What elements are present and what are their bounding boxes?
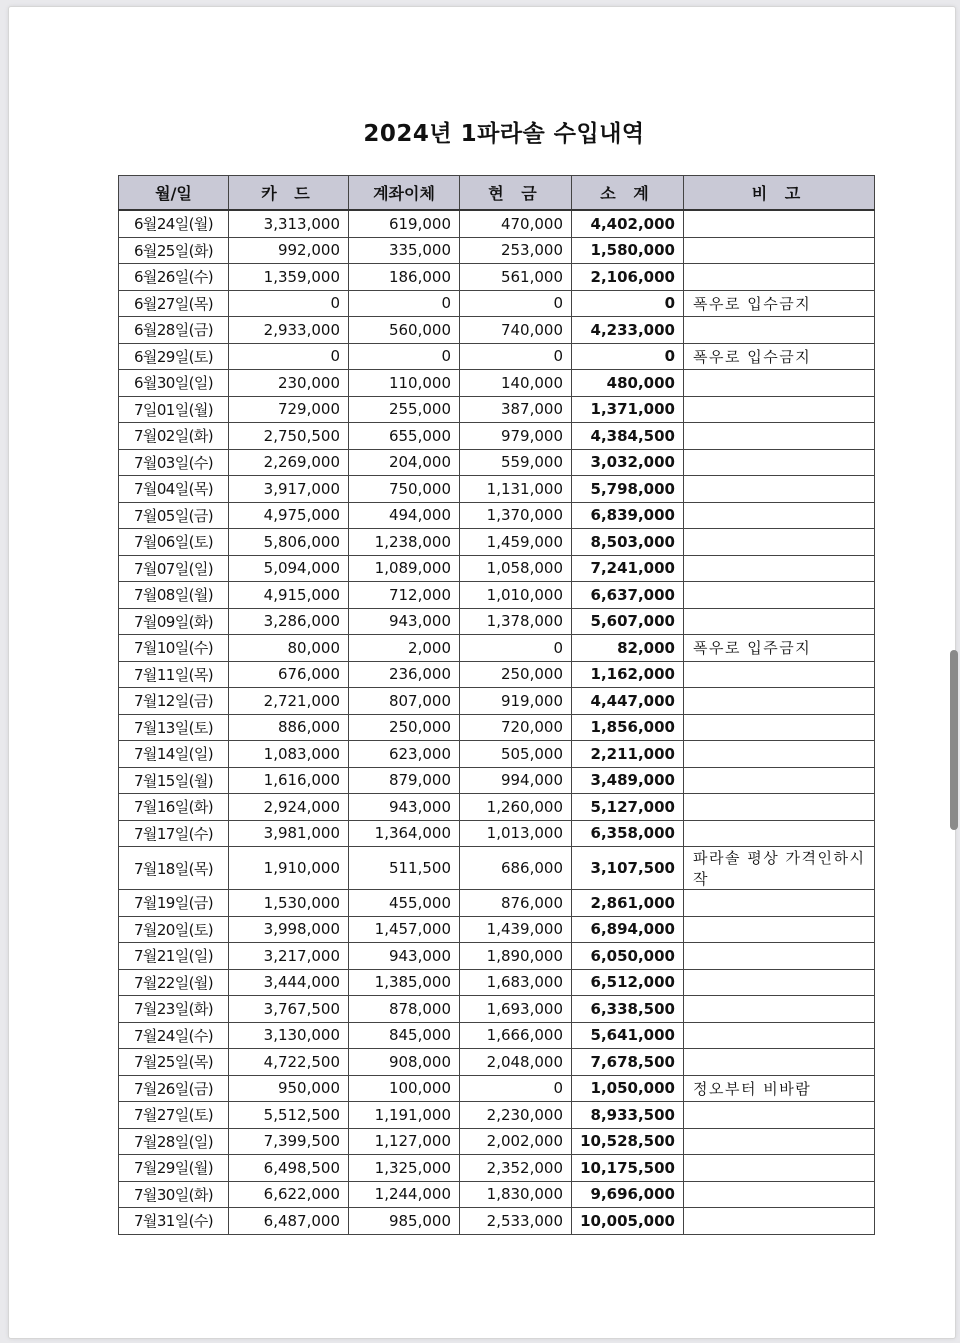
cell-card: 3,130,000 (229, 1022, 349, 1049)
cell-cash: 919,000 (460, 688, 572, 715)
cell-cash: 387,000 (460, 396, 572, 423)
cell-transfer: 943,000 (349, 608, 460, 635)
cell-transfer: 619,000 (349, 210, 460, 237)
cell-card: 2,721,000 (229, 688, 349, 715)
cell-date: 7월27일(토) (119, 1102, 229, 1129)
cell-card: 992,000 (229, 237, 349, 264)
cell-card: 1,083,000 (229, 741, 349, 768)
cell-cash: 0 (460, 343, 572, 370)
cell-cash: 1,260,000 (460, 794, 572, 821)
document-title: 2024년 1파라솔 수입내역 (363, 121, 645, 147)
cell-note (684, 1102, 875, 1129)
table-row (119, 343, 875, 370)
cell-transfer: 100,000 (349, 1075, 460, 1102)
cell-cash: 876,000 (460, 890, 572, 917)
income-table (118, 175, 875, 1235)
cell-subtotal: 3,107,500 (572, 847, 684, 890)
table-row (119, 396, 875, 423)
cell-cash: 253,000 (460, 237, 572, 264)
cell-transfer: 1,191,000 (349, 1102, 460, 1129)
cell-subtotal: 8,933,500 (572, 1102, 684, 1129)
table-row (119, 423, 875, 450)
cell-cash: 1,683,000 (460, 969, 572, 996)
cell-transfer: 1,089,000 (349, 555, 460, 582)
cell-date: 6월29일(토) (119, 343, 229, 370)
table-row (119, 290, 875, 317)
cell-cash: 1,459,000 (460, 529, 572, 556)
cell-note: 폭우로 입수금지 (684, 290, 875, 317)
cell-date: 7월10일(수) (119, 635, 229, 662)
cell-card: 3,767,500 (229, 996, 349, 1023)
table-row (119, 969, 875, 996)
cell-subtotal: 3,032,000 (572, 449, 684, 476)
cell-note: 폭우로 입수금지 (684, 343, 875, 370)
cell-date: 7월05일(금) (119, 502, 229, 529)
cell-card: 3,917,000 (229, 476, 349, 503)
table-row (119, 582, 875, 609)
cell-transfer: 985,000 (349, 1208, 460, 1235)
cell-note (684, 794, 875, 821)
cell-transfer: 1,325,000 (349, 1155, 460, 1182)
cell-subtotal: 7,241,000 (572, 555, 684, 582)
cell-date: 7월02일(화) (119, 423, 229, 450)
table-row (119, 741, 875, 768)
table-row (119, 555, 875, 582)
cell-note (684, 890, 875, 917)
cell-cash: 1,890,000 (460, 943, 572, 970)
cell-transfer: 943,000 (349, 794, 460, 821)
header-note: 비 고 (684, 176, 875, 211)
cell-subtotal: 6,358,000 (572, 820, 684, 847)
cell-date: 7월13일(토) (119, 714, 229, 741)
cell-date: 7월16일(화) (119, 794, 229, 821)
table-row (119, 916, 875, 943)
cell-date: 7월30일(화) (119, 1181, 229, 1208)
cell-card: 3,444,000 (229, 969, 349, 996)
cell-transfer: 204,000 (349, 449, 460, 476)
cell-note (684, 529, 875, 556)
header-date: 월/일 (119, 176, 229, 211)
table-row (119, 237, 875, 264)
cell-note (684, 1049, 875, 1076)
cell-note (684, 502, 875, 529)
table-row (119, 1102, 875, 1129)
cell-cash: 561,000 (460, 264, 572, 291)
table-row (119, 820, 875, 847)
cell-date: 6월30일(일) (119, 370, 229, 397)
cell-note (684, 969, 875, 996)
cell-transfer: 655,000 (349, 423, 460, 450)
cell-cash: 1,013,000 (460, 820, 572, 847)
cell-date: 7월03일(수) (119, 449, 229, 476)
table-row (119, 317, 875, 344)
cell-card: 6,498,500 (229, 1155, 349, 1182)
cell-card: 6,487,000 (229, 1208, 349, 1235)
cell-card: 1,530,000 (229, 890, 349, 917)
cell-cash: 0 (460, 290, 572, 317)
cell-card: 886,000 (229, 714, 349, 741)
table-row (119, 1181, 875, 1208)
cell-note (684, 1181, 875, 1208)
cell-note (684, 688, 875, 715)
document-page (8, 6, 956, 1339)
cell-card: 1,359,000 (229, 264, 349, 291)
table-row (119, 529, 875, 556)
cell-note (684, 1022, 875, 1049)
cell-subtotal: 6,050,000 (572, 943, 684, 970)
cell-card: 2,924,000 (229, 794, 349, 821)
cell-subtotal: 6,839,000 (572, 502, 684, 529)
cell-cash: 1,666,000 (460, 1022, 572, 1049)
cell-card: 7,399,500 (229, 1128, 349, 1155)
table-row (119, 661, 875, 688)
scrollbar[interactable] (950, 650, 958, 830)
cell-note (684, 423, 875, 450)
table-row (119, 767, 875, 794)
cell-note (684, 476, 875, 503)
cell-subtotal: 3,489,000 (572, 767, 684, 794)
table-header-row (119, 176, 875, 211)
cell-card: 3,313,000 (229, 210, 349, 237)
cell-cash: 1,693,000 (460, 996, 572, 1023)
cell-card: 5,806,000 (229, 529, 349, 556)
cell-subtotal: 7,678,500 (572, 1049, 684, 1076)
cell-cash: 1,010,000 (460, 582, 572, 609)
cell-card: 4,722,500 (229, 1049, 349, 1076)
cell-subtotal: 6,637,000 (572, 582, 684, 609)
cell-card: 729,000 (229, 396, 349, 423)
cell-transfer: 1,244,000 (349, 1181, 460, 1208)
cell-note (684, 237, 875, 264)
cell-subtotal: 1,050,000 (572, 1075, 684, 1102)
cell-transfer: 908,000 (349, 1049, 460, 1076)
cell-date: 7월04일(목) (119, 476, 229, 503)
cell-note (684, 1208, 875, 1235)
cell-transfer: 1,385,000 (349, 969, 460, 996)
cell-transfer: 511,500 (349, 847, 460, 890)
cell-transfer: 879,000 (349, 767, 460, 794)
cell-transfer: 0 (349, 290, 460, 317)
cell-date: 7월24일(수) (119, 1022, 229, 1049)
cell-transfer: 712,000 (349, 582, 460, 609)
cell-note: 폭우로 입주금지 (684, 635, 875, 662)
cell-cash: 140,000 (460, 370, 572, 397)
cell-transfer: 1,238,000 (349, 529, 460, 556)
table-row (119, 943, 875, 970)
cell-subtotal: 82,000 (572, 635, 684, 662)
cell-subtotal: 0 (572, 290, 684, 317)
table-row (119, 1208, 875, 1235)
cell-date: 7일01일(월) (119, 396, 229, 423)
header-cash: 현 금 (460, 176, 572, 211)
cell-note (684, 396, 875, 423)
cell-cash: 2,230,000 (460, 1102, 572, 1129)
cell-note (684, 996, 875, 1023)
cell-subtotal: 8,503,000 (572, 529, 684, 556)
cell-subtotal: 10,175,500 (572, 1155, 684, 1182)
cell-subtotal: 5,607,000 (572, 608, 684, 635)
cell-date: 7월12일(금) (119, 688, 229, 715)
cell-cash: 1,370,000 (460, 502, 572, 529)
cell-subtotal: 2,106,000 (572, 264, 684, 291)
cell-date: 7월29일(월) (119, 1155, 229, 1182)
cell-date: 7월14일(일) (119, 741, 229, 768)
cell-note (684, 210, 875, 237)
cell-cash: 1,378,000 (460, 608, 572, 635)
cell-note (684, 449, 875, 476)
cell-cash: 1,439,000 (460, 916, 572, 943)
cell-subtotal: 1,162,000 (572, 661, 684, 688)
cell-subtotal: 2,861,000 (572, 890, 684, 917)
cell-subtotal: 10,005,000 (572, 1208, 684, 1235)
cell-note (684, 582, 875, 609)
table-row (119, 635, 875, 662)
cell-subtotal: 1,371,000 (572, 396, 684, 423)
cell-transfer: 560,000 (349, 317, 460, 344)
table-row (119, 996, 875, 1023)
table-row (119, 794, 875, 821)
cell-note (684, 820, 875, 847)
cell-subtotal: 6,512,000 (572, 969, 684, 996)
cell-transfer: 110,000 (349, 370, 460, 397)
cell-cash: 1,131,000 (460, 476, 572, 503)
table-row (119, 688, 875, 715)
cell-card: 2,750,500 (229, 423, 349, 450)
cell-date: 6월24일(월) (119, 210, 229, 237)
cell-date: 7월26일(금) (119, 1075, 229, 1102)
cell-note (684, 317, 875, 344)
cell-card: 5,094,000 (229, 555, 349, 582)
cell-cash: 470,000 (460, 210, 572, 237)
table-row (119, 608, 875, 635)
cell-subtotal: 4,447,000 (572, 688, 684, 715)
cell-cash: 1,058,000 (460, 555, 572, 582)
cell-card: 230,000 (229, 370, 349, 397)
cell-card: 0 (229, 290, 349, 317)
table-row (119, 476, 875, 503)
table-row (119, 502, 875, 529)
cell-date: 6월26일(수) (119, 264, 229, 291)
cell-transfer: 1,127,000 (349, 1128, 460, 1155)
cell-subtotal: 9,696,000 (572, 1181, 684, 1208)
cell-note (684, 264, 875, 291)
cell-card: 1,910,000 (229, 847, 349, 890)
cell-cash: 2,002,000 (460, 1128, 572, 1155)
cell-transfer: 2,000 (349, 635, 460, 662)
cell-cash: 979,000 (460, 423, 572, 450)
cell-note (684, 608, 875, 635)
cell-date: 7월20일(토) (119, 916, 229, 943)
header-subtotal: 소 계 (572, 176, 684, 211)
cell-subtotal: 4,384,500 (572, 423, 684, 450)
cell-date: 7월08일(월) (119, 582, 229, 609)
cell-transfer: 750,000 (349, 476, 460, 503)
cell-cash: 0 (460, 635, 572, 662)
cell-card: 2,269,000 (229, 449, 349, 476)
cell-date: 7월07일(일) (119, 555, 229, 582)
cell-date: 7월17일(수) (119, 820, 229, 847)
cell-card: 80,000 (229, 635, 349, 662)
cell-transfer: 845,000 (349, 1022, 460, 1049)
cell-note (684, 916, 875, 943)
cell-card: 4,975,000 (229, 502, 349, 529)
cell-date: 7월18일(목) (119, 847, 229, 890)
cell-card: 3,981,000 (229, 820, 349, 847)
cell-date: 7월21일(일) (119, 943, 229, 970)
cell-subtotal: 6,894,000 (572, 916, 684, 943)
cell-card: 3,998,000 (229, 916, 349, 943)
table-row (119, 449, 875, 476)
cell-date: 7월25일(목) (119, 1049, 229, 1076)
cell-note (684, 661, 875, 688)
cell-cash: 505,000 (460, 741, 572, 768)
cell-subtotal: 5,127,000 (572, 794, 684, 821)
cell-transfer: 455,000 (349, 890, 460, 917)
cell-cash: 250,000 (460, 661, 572, 688)
cell-note (684, 370, 875, 397)
table-row (119, 1155, 875, 1182)
cell-note (684, 741, 875, 768)
cell-subtotal: 10,528,500 (572, 1128, 684, 1155)
table-row (119, 264, 875, 291)
cell-date: 7월19일(금) (119, 890, 229, 917)
cell-transfer: 623,000 (349, 741, 460, 768)
cell-card: 0 (229, 343, 349, 370)
cell-cash: 2,533,000 (460, 1208, 572, 1235)
cell-subtotal: 5,798,000 (572, 476, 684, 503)
cell-note (684, 714, 875, 741)
cell-date: 6월25일(화) (119, 237, 229, 264)
cell-date: 7월09일(화) (119, 608, 229, 635)
cell-note: 파라솔 평상 가격인하시작 (684, 847, 875, 890)
cell-subtotal: 1,580,000 (572, 237, 684, 264)
table-body (119, 210, 875, 1234)
cell-subtotal: 480,000 (572, 370, 684, 397)
cell-date: 7월11일(목) (119, 661, 229, 688)
cell-date: 7월22일(월) (119, 969, 229, 996)
cell-card: 2,933,000 (229, 317, 349, 344)
cell-date: 6월27일(목) (119, 290, 229, 317)
cell-transfer: 807,000 (349, 688, 460, 715)
cell-date: 7월28일(일) (119, 1128, 229, 1155)
cell-transfer: 255,000 (349, 396, 460, 423)
table-row (119, 847, 875, 890)
cell-date: 7월31일(수) (119, 1208, 229, 1235)
cell-cash: 1,830,000 (460, 1181, 572, 1208)
table-row (119, 210, 875, 237)
cell-transfer: 494,000 (349, 502, 460, 529)
cell-card: 676,000 (229, 661, 349, 688)
table-row (119, 714, 875, 741)
cell-subtotal: 0 (572, 343, 684, 370)
table-row (119, 1128, 875, 1155)
cell-subtotal: 5,641,000 (572, 1022, 684, 1049)
cell-note (684, 555, 875, 582)
cell-note (684, 943, 875, 970)
cell-note (684, 767, 875, 794)
cell-transfer: 878,000 (349, 996, 460, 1023)
table-row (119, 1049, 875, 1076)
cell-transfer: 1,457,000 (349, 916, 460, 943)
cell-transfer: 1,364,000 (349, 820, 460, 847)
cell-cash: 720,000 (460, 714, 572, 741)
cell-date: 7월23일(화) (119, 996, 229, 1023)
cell-cash: 2,352,000 (460, 1155, 572, 1182)
cell-card: 4,915,000 (229, 582, 349, 609)
cell-card: 5,512,500 (229, 1102, 349, 1129)
cell-transfer: 0 (349, 343, 460, 370)
cell-cash: 0 (460, 1075, 572, 1102)
cell-transfer: 186,000 (349, 264, 460, 291)
header-transfer: 계좌이체 (349, 176, 460, 211)
cell-card: 3,286,000 (229, 608, 349, 635)
cell-subtotal: 4,402,000 (572, 210, 684, 237)
table-row (119, 1022, 875, 1049)
cell-subtotal: 2,211,000 (572, 741, 684, 768)
cell-transfer: 943,000 (349, 943, 460, 970)
cell-card: 3,217,000 (229, 943, 349, 970)
cell-cash: 740,000 (460, 317, 572, 344)
cell-date: 7월15일(월) (119, 767, 229, 794)
cell-transfer: 335,000 (349, 237, 460, 264)
cell-note: 정오부터 비바람 (684, 1075, 875, 1102)
header-card: 카 드 (229, 176, 349, 211)
cell-cash: 686,000 (460, 847, 572, 890)
cell-subtotal: 1,856,000 (572, 714, 684, 741)
cell-cash: 2,048,000 (460, 1049, 572, 1076)
cell-date: 7월06일(토) (119, 529, 229, 556)
cell-subtotal: 4,233,000 (572, 317, 684, 344)
table-row (119, 370, 875, 397)
cell-transfer: 236,000 (349, 661, 460, 688)
cell-note (684, 1128, 875, 1155)
cell-cash: 559,000 (460, 449, 572, 476)
table-row (119, 890, 875, 917)
cell-date: 6월28일(금) (119, 317, 229, 344)
table-row (119, 1075, 875, 1102)
cell-card: 6,622,000 (229, 1181, 349, 1208)
cell-subtotal: 6,338,500 (572, 996, 684, 1023)
cell-card: 950,000 (229, 1075, 349, 1102)
cell-cash: 994,000 (460, 767, 572, 794)
cell-card: 1,616,000 (229, 767, 349, 794)
cell-transfer: 250,000 (349, 714, 460, 741)
cell-note (684, 1155, 875, 1182)
